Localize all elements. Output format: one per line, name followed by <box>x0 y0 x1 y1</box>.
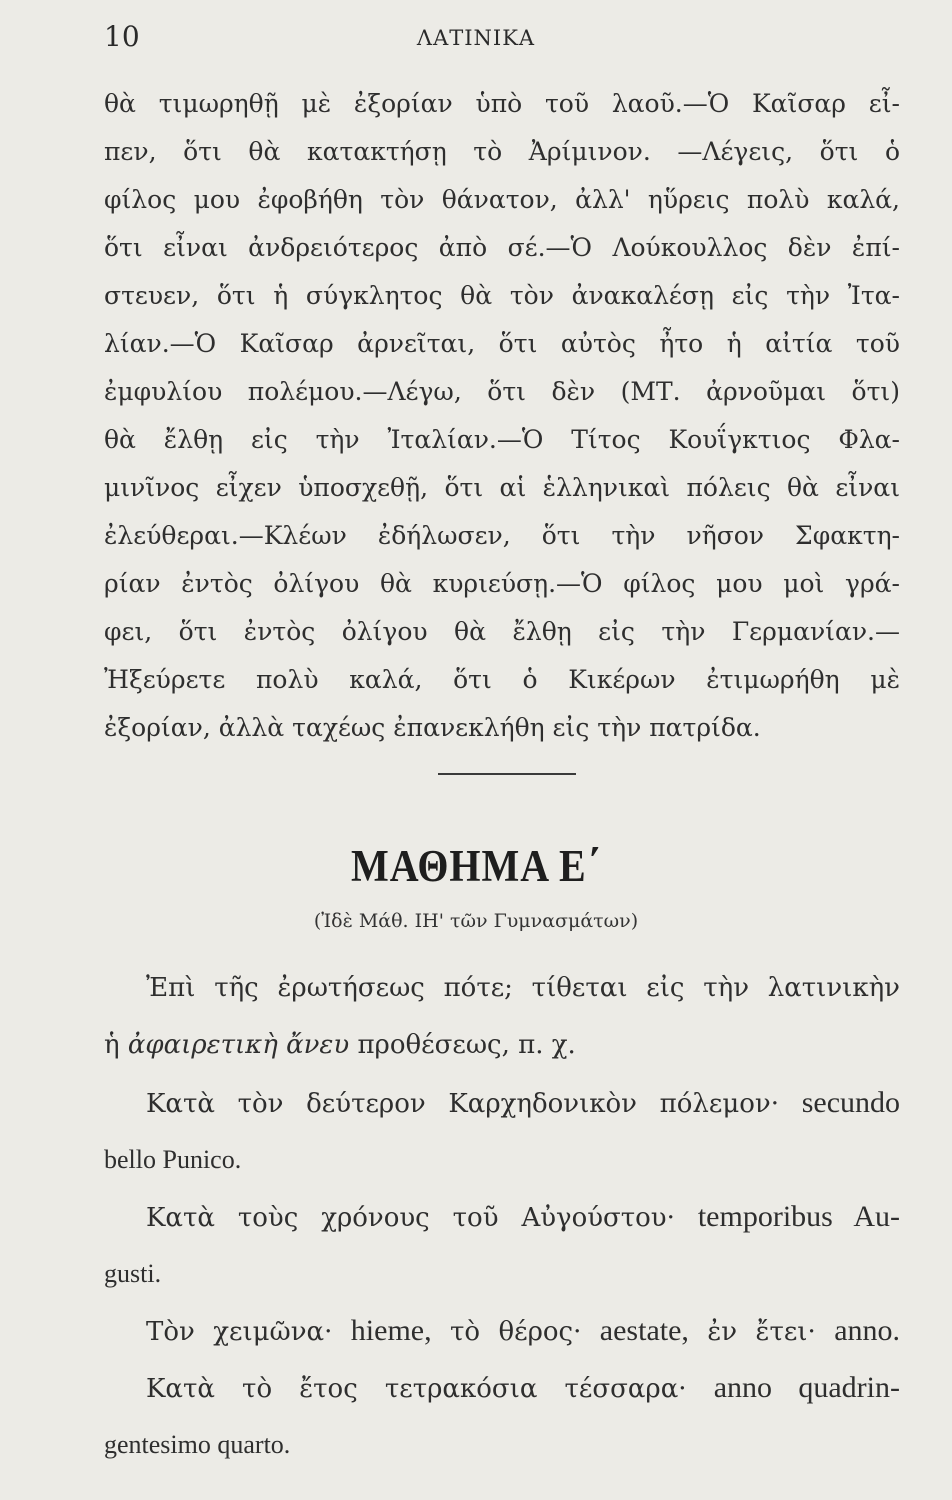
text-line: ἐξορίαν, ἀλλὰ ταχέως ἐπανεκλήθη εἰς τὴν πατρίδα. <box>104 713 761 742</box>
example-latin: secundo <box>801 1086 900 1119</box>
text-line: λίαν.—Ὁ Καῖσαρ ἀρνεῖται, ὅτι αὐτὸς ἦτο ἡ αἰτία τοῦ <box>104 329 900 358</box>
example-line <box>104 1359 900 1416</box>
lesson-text <box>104 960 900 1473</box>
text-line: ρίαν ἐντὸς ὀλίγου θὰ κυριεύσῃ.—Ὁ φίλος μου μοὶ γρά- <box>104 569 900 598</box>
rule-text: ἡ <box>104 1030 128 1060</box>
example-latin: temporibus Au- <box>697 1200 900 1233</box>
page-number: 10 <box>104 20 140 53</box>
text-line: ἐμφυλίου πολέμου.—Λέγω, ὅτι δὲν (ΜΤ. ἀρνοῦμαι ὅτι) <box>104 377 900 406</box>
example-greek: τὸ θέρος· <box>450 1317 582 1347</box>
lesson-heading: ΜΑΘΗΜΑ Ε΄ <box>351 839 601 892</box>
rule-line: Ἐπὶ τῆς ἐρωτήσεως πότε; τίθεται εἰς τὴν λατινικὴν <box>146 973 900 1003</box>
example-latin: aestate, <box>599 1314 689 1347</box>
example-latin-cont: gentesimo quarto. <box>104 1430 291 1459</box>
rule-line <box>104 1017 900 1074</box>
example-line <box>104 1188 900 1245</box>
example-greek: ἐν ἔτει· <box>707 1317 816 1347</box>
example-greek: Κατὰ τὸ ἔτος τετρακόσια τέσσαρα· <box>146 1374 687 1404</box>
text-line: θὰ ἔλθῃ εἰς τὴν Ἰταλίαν.—Ὁ Τίτος Κουΐγκτιος Φλα- <box>104 425 900 454</box>
example-latin: anno. <box>834 1314 900 1347</box>
rule-italic-term: ἀφαιρετικὴ ἄνευ <box>127 1030 350 1060</box>
example-line <box>104 1302 900 1359</box>
text-line: ἐλεύθεραι.—Κλέων ἐδήλωσεν, ὅτι τὴν νῆσον Σφακτη- <box>104 521 900 550</box>
running-title: ΛΑΤΙΝΙΚΑ <box>416 26 536 50</box>
exercise-text <box>104 80 900 752</box>
section-divider <box>438 773 576 775</box>
example-greek: Κατὰ τοὺς χρόνους τοῦ Αὐγούστου· <box>146 1203 675 1233</box>
text-line: Ἠξεύρετε πολὺ καλά, ὅτι ὁ Κικέρων ἐτιμωρήθη μὲ <box>104 665 900 694</box>
text-line: φει, ὅτι ἐντὸς ὀλίγου θὰ ἔλθῃ εἰς τὴν Γερμανίαν.— <box>104 617 900 646</box>
example-latin-cont: gusti. <box>104 1259 162 1288</box>
example-greek: Τὸν χειμῶνα· <box>146 1317 333 1347</box>
text-line: μινῖνος εἶχεν ὑποσχεθῇ, ὅτι αἱ ἑλληνικαὶ πόλεις θὰ εἶναι <box>104 473 900 502</box>
text-line: στευεν, ὅτι ἡ σύγκλητος θὰ τὸν ἀνακαλέσῃ εἰς τὴν Ἰτα- <box>104 281 900 310</box>
text-line: φίλος μου ἐφοβήθη τὸν θάνατον, ἀλλ' ηὕρεις πολὺ καλά, <box>104 185 900 214</box>
text-line: πεν, ὅτι θὰ κατακτήσῃ τὸ Ἀρίμινον. —Λέγεις, ὅτι ὁ <box>104 137 900 166</box>
text-line: ὅτι εἶναι ἀνδρειότερος ἀπὸ σέ.—Ὁ Λούκουλλος δὲν ἐπί- <box>104 233 900 262</box>
text-line: θὰ τιμωρηθῇ μὲ ἐξορίαν ὑπὸ τοῦ λαοῦ.—Ὁ Καῖσαρ εἶ- <box>104 89 900 118</box>
example-line <box>104 1074 900 1131</box>
rule-text: προθέσεως, π. χ. <box>349 1030 576 1060</box>
example-greek: Κατὰ τὸν δεύτερον Καρχηδονικὸν πόλεμον· <box>146 1089 779 1119</box>
lesson-reference: (Ἰδὲ Μάθ. ΙΗ' τῶν Γυμνασμάτων) <box>313 910 639 932</box>
example-latin: anno quadrin- <box>713 1371 900 1404</box>
example-latin: hieme, <box>350 1314 432 1347</box>
example-latin-cont: bello Punico. <box>104 1145 242 1174</box>
